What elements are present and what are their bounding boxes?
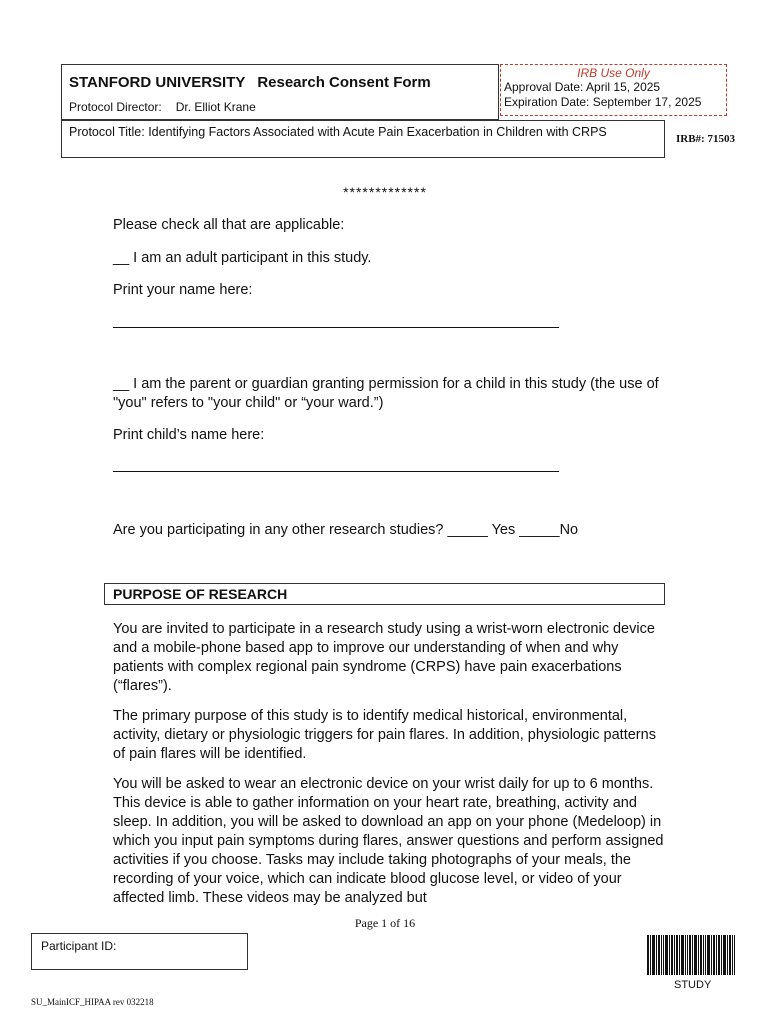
expiration-date: Expiration Date: September 17, 2025 bbox=[504, 95, 702, 109]
print-child-name-label: Print child’s name here: bbox=[113, 427, 265, 443]
barcode-icon bbox=[647, 935, 735, 975]
purpose-paragraph: You will be asked to wear an electronic device on your wrist daily for up to 6 months. This device is able to gather information on your heart rate, breathing, activity and sleep. In addition, you will be asked to download an app on your phone (Medeloop) in which you input pain symptoms during flares, answer questions and perform assigned activities if you choose. Tasks may include taking photographs of your meals, the recording of your voice, which can indicate blood glucose level, or video of your affected limb. These videos may be analyzed but bbox=[113, 776, 664, 906]
child-name-line[interactable] bbox=[113, 471, 559, 472]
separator-stars: ************* bbox=[343, 184, 427, 200]
purpose-paragraph: You are invited to participate in a research study using a wrist-worn electronic device and a mobile-phone based app to improve our understanding of when and why patients with complex regional pain syndrome (CRPS) have pain exacerbations (“flares”). bbox=[113, 621, 655, 694]
approval-date: Approval Date: April 15, 2025 bbox=[504, 80, 661, 94]
print-name-label: Print your name here: bbox=[113, 282, 253, 298]
institution-name: STANFORD UNIVERSITY bbox=[69, 74, 246, 91]
director-label: Protocol Director: bbox=[69, 100, 162, 114]
director-name: Dr. Elliot Krane bbox=[175, 100, 256, 114]
purpose-paragraph: The primary purpose of this study is to identify medical historical, environmental, activity, dietary or physiologic triggers for pain flares. In addition, physiologic patterns of pain flares will be identified. bbox=[113, 708, 656, 762]
protocol-director bbox=[69, 100, 256, 114]
form-code: SU_MainICF_HIPAA rev 032218 bbox=[31, 997, 154, 1007]
participant-id-label: Participant ID: bbox=[41, 939, 117, 953]
irb-use-only-label: IRB Use Only bbox=[577, 66, 650, 80]
irb-number: IRB#: 71503 bbox=[676, 133, 735, 145]
study-label: STUDY bbox=[674, 979, 712, 991]
page-number: Page 1 of 16 bbox=[354, 916, 416, 930]
other-studies-question[interactable]: Are you participating in any other research studies? _____ Yes _____No bbox=[113, 522, 579, 538]
guardian-option[interactable]: __ I am the parent or guardian granting permission for a child in this study (the use of "you" refers to "your child" or “your ward.”) bbox=[113, 376, 659, 411]
protocol-title: Protocol Title: Identifying Factors Associated with Acute Pain Exacerbation in Children with CRPS bbox=[69, 125, 607, 139]
participant-name-line[interactable] bbox=[113, 327, 559, 328]
form-title bbox=[69, 74, 431, 91]
form-name: Research Consent Form bbox=[257, 74, 431, 91]
adult-option[interactable]: __ I am an adult participant in this study. bbox=[113, 250, 372, 266]
check-prompt: Please check all that are applicable: bbox=[113, 217, 345, 233]
purpose-heading: PURPOSE OF RESEARCH bbox=[113, 586, 288, 602]
